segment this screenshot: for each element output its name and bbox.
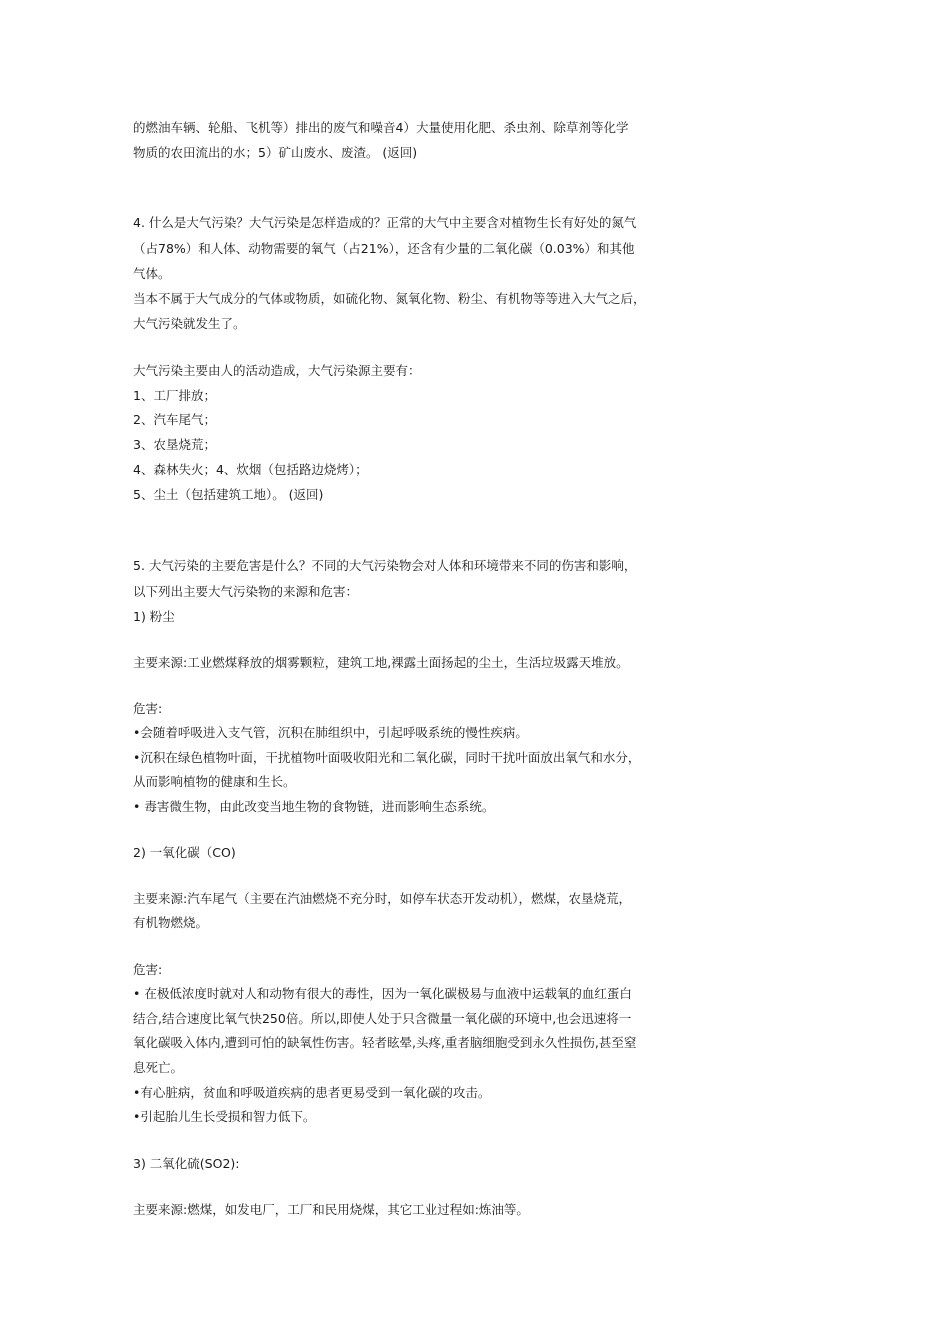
harm-label: 危害: bbox=[133, 701, 163, 716]
paragraph-line: 以下列出主要大气污染物的来源和危害： bbox=[133, 584, 359, 599]
list-item: 4、森林失火；4、炊烟（包括路边烧烤）； bbox=[133, 462, 368, 477]
paragraph-line: 主要来源:工业燃煤释放的烟雾颗粒，建筑工地,裸露土面扬起的尘土，生活垃圾露天堆放。 bbox=[133, 655, 629, 670]
paragraph-line: 当本不属于大气成分的气体或物质，如硫化物、氮氧化物、粉尘、有机物等等进入大气之后， bbox=[133, 291, 646, 306]
bullet-item: • 在极低浓度时就对人和动物有很大的毒性，因为一氧化碳极易与血液中运载氧的血红蛋白 bbox=[133, 986, 632, 1001]
subsection-heading: 1) 粉尘 bbox=[133, 609, 175, 624]
paragraph-line: 氧化碳吸入体内,遭到可怕的缺氧性伤害。轻者眩晕,头疼,重者脑细胞受到永久性损伤,甚至窒 bbox=[133, 1035, 637, 1050]
paragraph-line: 主要来源:燃煤，如发电厂，工厂和民用烧煤，其它工业过程如:炼油等。 bbox=[133, 1202, 529, 1217]
subsection-heading: 2) 一氧化碳（CO) bbox=[133, 845, 236, 860]
paragraph-line: 从而影响植物的健康和生长。 bbox=[133, 774, 296, 789]
list-item: 5、尘土（包括建筑工地）。 (返回) bbox=[133, 487, 324, 502]
paragraph-line: 有机物燃烧。 bbox=[133, 915, 209, 930]
paragraph-line: 主要来源:汽车尾气（主要在汽油燃烧不充分时，如停车状态开发动机），燃煤，农垦烧荒， bbox=[133, 891, 631, 906]
bullet-item: •有心脏病，贫血和呼吸道疾病的患者更易受到一氧化碳的攻击。 bbox=[133, 1085, 491, 1100]
list-item: 1、工厂排放； bbox=[133, 388, 216, 403]
paragraph-line: （占78%）和人体、动物需要的氧气（占21%），还含有少量的二氧化碳（0.03%）和其他 bbox=[133, 241, 635, 256]
bullet-item: • 毒害微生物，由此改变当地生物的食物链，进而影响生态系统。 bbox=[133, 799, 495, 814]
bullet-item: •沉积在绿色植物叶面，干扰植物叶面吸收阳光和二氧化碳，同时干扰叶面放出氧气和水分， bbox=[133, 750, 641, 765]
harm-label: 危害: bbox=[133, 962, 163, 977]
paragraph-line: 的燃油车辆、轮船、飞机等）排出的废气和噪音4）大量使用化肥、杀虫剂、除草剂等化学 bbox=[133, 120, 629, 135]
list-item: 3、农垦烧荒； bbox=[133, 437, 216, 452]
paragraph-line: 气体。 bbox=[133, 266, 171, 281]
paragraph-line: 大气污染就发生了。 bbox=[133, 316, 246, 331]
paragraph-line: 息死亡。 bbox=[133, 1060, 184, 1075]
question-heading: 4. 什么是大气污染？大气污染是怎样造成的？正常的大气中主要含对植物生长有好处的氮气 bbox=[133, 215, 637, 230]
subsection-heading: 3) 二氧化硫(SO2): bbox=[133, 1156, 240, 1171]
paragraph-line: 大气污染主要由人的活动造成，大气污染源主要有： bbox=[133, 363, 421, 378]
paragraph-line: 结合,结合速度比氧气快250倍。所以,即使人处于只含微量一氧化碳的环境中,也会迅速将一 bbox=[133, 1011, 632, 1026]
paragraph-line: 物质的农田流出的水；5）矿山废水、废渣。 (返回) bbox=[133, 145, 418, 160]
list-item: 2、汽车尾气； bbox=[133, 412, 216, 427]
bullet-item: •引起胎儿生长受损和智力低下。 bbox=[133, 1109, 316, 1124]
bullet-item: •会随着呼吸进入支气管，沉积在肺组织中，引起呼吸系统的慢性疾病。 bbox=[133, 725, 528, 740]
question-heading: 5. 大气污染的主要危害是什么？不同的大气污染物会对人体和环境带来不同的伤害和影响， bbox=[133, 558, 637, 573]
